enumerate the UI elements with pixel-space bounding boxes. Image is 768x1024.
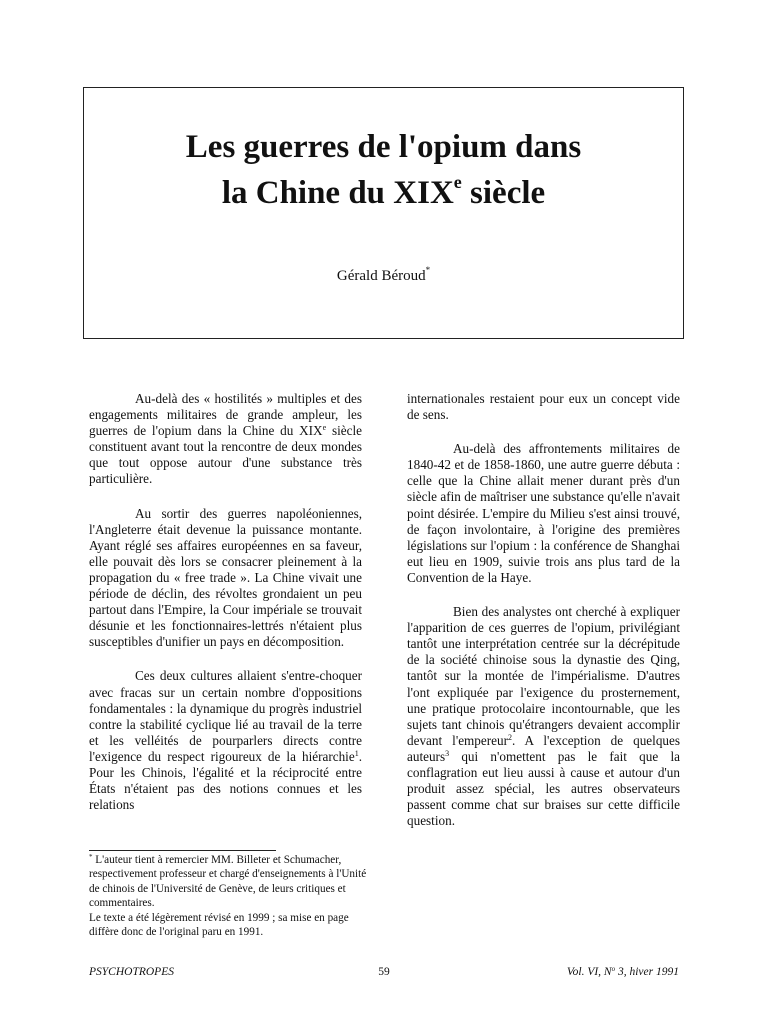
journal-name: PSYCHOTROPES (89, 966, 174, 978)
paragraph (407, 604, 680, 829)
footnote-line-2: Le texte a été légèrement révisé en 1999 ; sa mise en page diffère donc de l'original paru en 1991. (89, 911, 349, 939)
article-title (84, 124, 683, 216)
footnote-mark: * (89, 853, 93, 861)
superscript: e (322, 423, 327, 433)
paragraph: Au-delà des affrontements militaires de 1840-42 et de 1858-1860, une autre guerre débuta : celle que la Chine allait mener durant près d'un siècle afin de maîtriser une substance qu'elle n'avait point désirée. L'empire du Milieu s'est ainsi trouvé, de façon involontaire, à l'origine des premières législations sur l'opium : la conférence de Shanghai eut lieu en 1909, suivie trois ans plus tard de la Convention de la Haye. (407, 441, 680, 585)
paragraph-text: Au-delà des « hostilités » multiples et des engagements militaires de grande ampleur, les guerres de l'opium dans la Chine du XIX (89, 391, 362, 439)
footnote (89, 853, 377, 939)
title-box (83, 87, 684, 339)
footnote-ref: 1 (354, 748, 359, 758)
title-line-1: Les guerres de l'opium dans (185, 129, 582, 165)
title-line-2-text: la Chine du XIX (221, 175, 454, 211)
page-number: 59 (378, 966, 390, 978)
paragraph-text: . Pour les Chinois, l'égalité et la réciprocité entre États n'étaient pas des notions connues et les relations (89, 748, 362, 813)
paragraph (89, 668, 362, 813)
title-line-2 (84, 170, 683, 216)
author-footnote-mark: * (425, 265, 431, 275)
right-column (407, 391, 680, 847)
volume-text: Vol. VI, N (566, 966, 612, 978)
paragraph (89, 391, 362, 488)
paragraph-text: Ces deux cultures allaient s'entre-choquer avec fracas sur un certain nombre d'oppositions fondamentales : la dynamique du progrès industriel contre la stabilité cyclique lié au travail de la terre et les velléités de pourparlers directs contre l'exigence du respect rigoureux de la hiérarchie (89, 668, 362, 764)
paragraph-text: siècle constituent avant tout la rencontre de deux mondes que tout oppose autour d'une substance très particulière. (89, 423, 362, 487)
author-name: Gérald Béroud (336, 268, 426, 284)
paragraph: Au sortir des guerres napoléoniennes, l'Angleterre était devenue la puissance montante. Ayant réglé ses affaires européennes en sa faveur, elle pouvait dès lors se consacrer pleinement à la propagation du « free trade ». La Chine vivait une période de déclin, des révoltes grondaient un peu partout dans l'Empire, la Cour impériale se trouvait désunie et les fonctionnaires-lettrés n'étaient plus susceptibles d'unifier un pays en décomposition. (89, 505, 362, 650)
footnote-text (89, 853, 377, 911)
paragraph-text: . A l'exception de quelques auteurs (407, 732, 680, 764)
author-line (84, 265, 683, 285)
paragraph: internationales restaient pour eux un concept vide de sens. (407, 391, 680, 423)
volume-superscript: o (611, 965, 616, 973)
paragraph-text: qui n'omettent pas le fait que la conflagration eut lieu aussi à cause et autour d'un produit assez spécial, les autres observateurs passent comme chat sur braises sur cette difficile question. (407, 748, 680, 829)
footnote-ref: 2 (507, 732, 512, 742)
title-superscript: e (453, 172, 462, 192)
volume-text-end: 3, hiver 1991 (615, 966, 679, 978)
left-column (89, 391, 362, 831)
paragraph-text: Bien des analystes ont cherché à expliquer l'apparition de ces guerres de l'opium, privilégiant tantôt une interprétation centrée sur la décrépitude de la société chinoise sous la dynastie des Qing, tantôt sur la montée de l'impérialisme. D'autres l'ont expliquée par l'exigence du prosternement, une pratique protocolaire incontournable, que les sujets tant chinois qu'étrangers devaient accomplir devant l'empereur (407, 604, 680, 748)
footnote-line-1: L'auteur tient à remercier MM. Billeter et Schumacher, respectivement professeur et chargé d'enseignements à l'Unité de chinois de l'Université de Genève, de leurs critiques et commentaires. (89, 854, 367, 910)
footnote-divider (89, 850, 276, 851)
title-line-2-end: siècle (461, 175, 546, 211)
footnote-ref: 3 (445, 748, 450, 758)
volume-info (567, 966, 679, 978)
